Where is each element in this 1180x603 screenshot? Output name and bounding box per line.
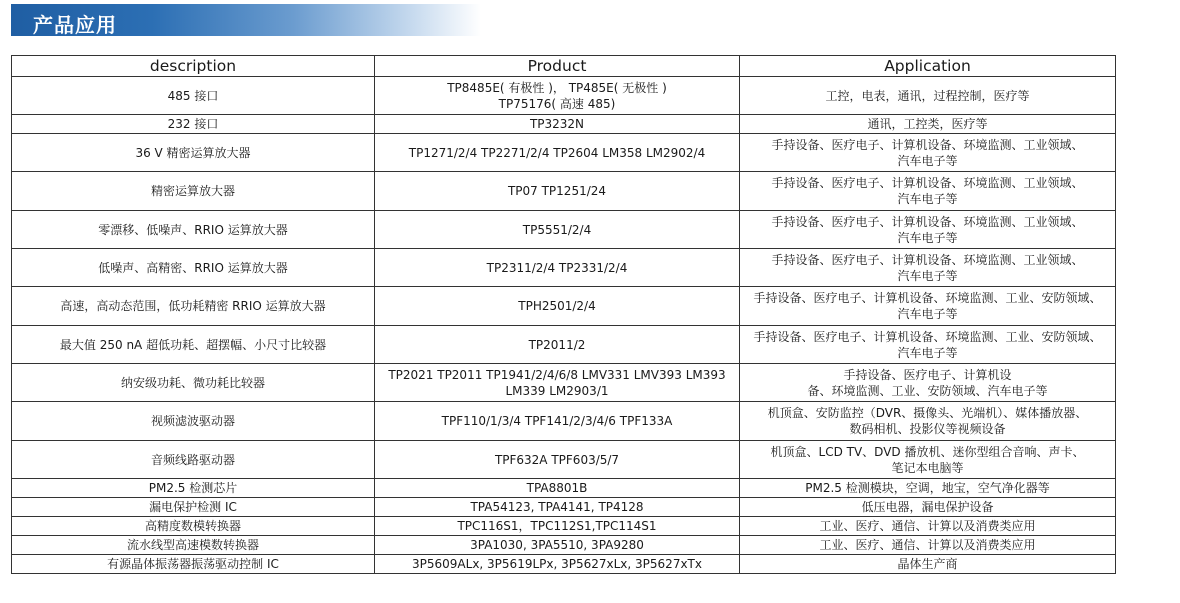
- cell-application: 工业、医疗、通信、计算以及消费类应用: [740, 536, 1116, 555]
- table-row: [12, 536, 1116, 555]
- cell-description: 485 接口: [12, 77, 375, 115]
- cell-application: 低压电器，漏电保护设备: [740, 498, 1116, 517]
- cell-description: 流水线型高速模数转换器: [12, 536, 375, 555]
- table-row: [12, 249, 1116, 287]
- cell-application: 晶体生产商: [740, 555, 1116, 574]
- table-row: [12, 77, 1116, 115]
- cell-description: 漏电保护检测 IC: [12, 498, 375, 517]
- table-row: [12, 441, 1116, 479]
- cell-product: TP2311/2/4 TP2331/2/4: [375, 249, 740, 287]
- cell-description: 最大值 250 nA 超低功耗、超摆幅、小尺寸比较器: [12, 326, 375, 364]
- table-row: [12, 115, 1116, 134]
- table-row: [12, 517, 1116, 536]
- cell-product: 3P5609ALx, 3P5619LPx, 3P5627xLx, 3P5627xTx: [375, 555, 740, 574]
- cell-product: TP2011/2: [375, 326, 740, 364]
- cell-application: PM2.5 检测模块，空调，地宝，空气净化器等: [740, 479, 1116, 498]
- header-application: Application: [740, 56, 1116, 77]
- table-row: [12, 172, 1116, 211]
- table-row: [12, 211, 1116, 249]
- section-banner: [11, 4, 481, 36]
- cell-product: TP07 TP1251/24: [375, 172, 740, 211]
- cell-description: 音频线路驱动器: [12, 441, 375, 479]
- table-row: [12, 287, 1116, 326]
- cell-application: 手持设备、医疗电子、计算机设备、环境监测、工业领域、 汽车电子等: [740, 172, 1116, 211]
- cell-application: 机顶盒、安防监控（DVR、摄像头、光端机）、媒体播放器、 数码相机、投影仪等视频设备: [740, 402, 1116, 441]
- cell-product: TP3232N: [375, 115, 740, 134]
- cell-description: 高精度数模转换器: [12, 517, 375, 536]
- table-row: [12, 479, 1116, 498]
- cell-product: TPF110/1/3/4 TPF141/2/3/4/6 TPF133A: [375, 402, 740, 441]
- cell-application: 手持设备、医疗电子、计算机设 备、环境监测、工业、安防领域、汽车电子等: [740, 364, 1116, 402]
- table-row: [12, 498, 1116, 517]
- cell-description: PM2.5 检测芯片: [12, 479, 375, 498]
- table-row: [12, 402, 1116, 441]
- cell-application: 手持设备、医疗电子、计算机设备、环境监测、工业、安防领域、 汽车电子等: [740, 287, 1116, 326]
- cell-application: 手持设备、医疗电子、计算机设备、环境监测、工业、安防领域、 汽车电子等: [740, 326, 1116, 364]
- table-row: [12, 134, 1116, 172]
- cell-product: TPF632A TPF603/5/7: [375, 441, 740, 479]
- cell-description: 36 V 精密运算放大器: [12, 134, 375, 172]
- section-title: 产品应用: [33, 13, 117, 37]
- cell-product: TP1271/2/4 TP2271/2/4 TP2604 LM358 LM2902/4: [375, 134, 740, 172]
- cell-product: 3PA1030, 3PA5510, 3PA9280: [375, 536, 740, 555]
- header-description: description: [12, 56, 375, 77]
- cell-description: 精密运算放大器: [12, 172, 375, 211]
- cell-product: TPH2501/2/4: [375, 287, 740, 326]
- cell-product: TPA8801B: [375, 479, 740, 498]
- table-header-row: [12, 56, 1116, 77]
- cell-product: TPC116S1，TPC112S1,TPC114S1: [375, 517, 740, 536]
- cell-application: 手持设备、医疗电子、计算机设备、环境监测、工业领域、 汽车电子等: [740, 211, 1116, 249]
- cell-application: 工业、医疗、通信、计算以及消费类应用: [740, 517, 1116, 536]
- cell-description: 零漂移、低噪声、RRIO 运算放大器: [12, 211, 375, 249]
- product-application-table: [11, 55, 1116, 574]
- cell-application: 通讯，工控类，医疗等: [740, 115, 1116, 134]
- cell-description: 低噪声、高精密、RRIO 运算放大器: [12, 249, 375, 287]
- cell-description: 纳安级功耗、微功耗比较器: [12, 364, 375, 402]
- cell-description: 视频滤波驱动器: [12, 402, 375, 441]
- cell-application: 机顶盒、LCD TV、DVD 播放机、迷你型组合音响、声卡、 笔记本电脑等: [740, 441, 1116, 479]
- table-row: [12, 555, 1116, 574]
- cell-description: 高速，高动态范围，低功耗精密 RRIO 运算放大器: [12, 287, 375, 326]
- cell-description: 232 接口: [12, 115, 375, 134]
- table-row: [12, 326, 1116, 364]
- table-row: [12, 364, 1116, 402]
- cell-product: TP2021 TP2011 TP1941/2/4/6/8 LMV331 LMV393 LM393 LM339 LM2903/1: [375, 364, 740, 402]
- header-product: Product: [375, 56, 740, 77]
- cell-application: 手持设备、医疗电子、计算机设备、环境监测、工业领域、 汽车电子等: [740, 134, 1116, 172]
- cell-application: 手持设备、医疗电子、计算机设备、环境监测、工业领域、 汽车电子等: [740, 249, 1116, 287]
- cell-application: 工控，电表，通讯，过程控制，医疗等: [740, 77, 1116, 115]
- cell-description: 有源晶体振荡器振荡驱动控制 IC: [12, 555, 375, 574]
- cell-product: TP5551/2/4: [375, 211, 740, 249]
- cell-product: TP8485E( 有极性 )， TP485E( 无极性 ) TP75176( 高速 485): [375, 77, 740, 115]
- cell-product: TPA54123, TPA4141, TP4128: [375, 498, 740, 517]
